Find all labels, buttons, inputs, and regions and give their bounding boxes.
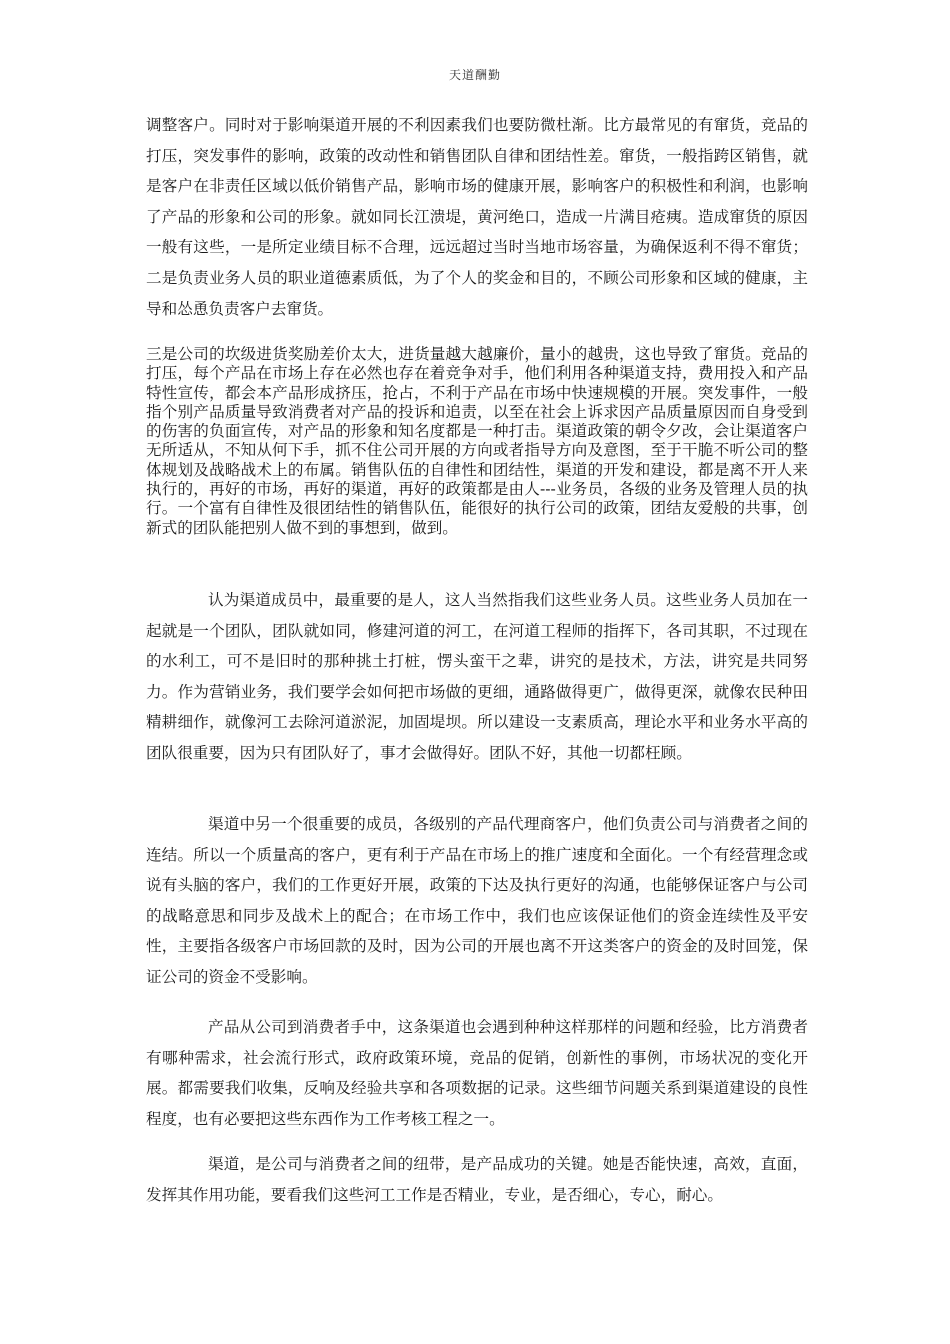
paragraph-5: 产品从公司到消费者手中，这条渠道也会遇到种种这样那样的问题和经验，比方消费者有哪种需求，社会流行形式，政府政策环境，竞品的促销，创新性的事例，市场状况的变化开展。都需要我们收集，反响及经验共享和各项数据的记录。这些细节问题关系到渠道建设的良性程度，也有必要把这些东西作为工作考核工程之一。 (146, 1018, 808, 1128)
page-header: 天道酬勤 (448, 68, 501, 82)
paragraph-3: 认为渠道成员中，最重要的是人，这人当然指我们这些业务人员。这些业务人员加在一起就是一个团队，团队就如同，修建河道的河工，在河道工程师的指挥下，各司其职，不过现在的水利工，可不是旧时的那种挑土打桩，愣头蛮干之辈，讲究的是技术，方法，讲究是共同努力。作为营销业务，我们要学会如何把市场做的更细，通路做得更广，做得更深，就像农民种田精耕细作，就像河工去除河道淤泥，加固堤坝。所以建设一支素质高，理论水平和业务水平高的团队很重要，因为只有团队好了，事才会做得好。团队不好，其他一切都枉顾。 (146, 591, 808, 762)
paragraph-2: 三是公司的坎级进货奖励差价太大，进货量越大越廉价，量小的越贵，这也导致了窜货。竞品的打压，每个产品在市场上存在必然也存在着竞争对手，他们利用各种渠道支持，费用投入和产品特性宣传，都会本产品形成挤压，抢占，不利于产品在市场中快速规模的开展。突发事件，一般指个别产品质量导致消费者对产品的投诉和追责，以至在社会上诉求因产品质量原因而自身受到的伤害的负面宣传，对产品的形象和知名度都是一种打击。渠道政策的朝令夕改，会让渠道客户无所适从，不知从何下手，抓不住公司开展的方向或者指导方向及意图，至于干脆不听公司的整体规划及战略战术上的布属。销售队伍的自律性和团结性，渠道的开发和建设，都是离不开人来执行的，再好的市场，再好的渠道，再好的政策都是由人---业务员，各级的业务及管理人员的执行。一个富有自律性及很团结性的销售队伍，能很好的执行公司的政策，团结友爱般的共事，创新式的团队能把别人做不到的事想到，做到。 (146, 345, 808, 537)
paragraph-4: 渠道中另一个很重要的成员，各级别的产品代理商客户，他们负责公司与消费者之间的连结。所以一个质量高的客户，更有利于产品在市场上的推广速度和全面化。一个有经营理念或说有头脑的客户，我们的工作更好开展，政策的下达及执行更好的沟通，也能够保证客户与公司的战略意思和同步及战术上的配合；在市场工作中，我们也应该保证他们的资金连续性及平安性，主要指各级客户市场回款的及时，因为公司的开展也离不开这类客户的资金的及时回笼，保证公司的资金不受影响。 (146, 815, 808, 986)
paragraph-6: 渠道，是公司与消费者之间的纽带，是产品成功的关键。她是否能快速，高效，直面，发挥其作用功能，要看我们这些河工工作是否精业，专业，是否细心，专心，耐心。 (146, 1155, 808, 1204)
paragraph-1: 调整客户。同时对于影响渠道开展的不利因素我们也要防微杜渐。比方最常见的有窜货，竞品的打压，突发事件的影响，政策的改动性和销售团队自律和团结性差。窜货，一般指跨区销售，就是客户在非责任区域以低价销售产品，影响市场的健康开展，影响客户的积极性和利润，也影响了产品的形象和公司的形象。就如同长江溃堤，黄河绝口，造成一片满目疮痍。造成窜货的原因一般有这些，一是所定业绩目标不合理，远远超过当时当地市场容量，为确保返利不得不窜货；二是负责业务人员的职业道德素质低，为了个人的奖金和目的，不顾公司形象和区域的健康，主导和怂恿负责客户去窜货。 (146, 116, 808, 318)
